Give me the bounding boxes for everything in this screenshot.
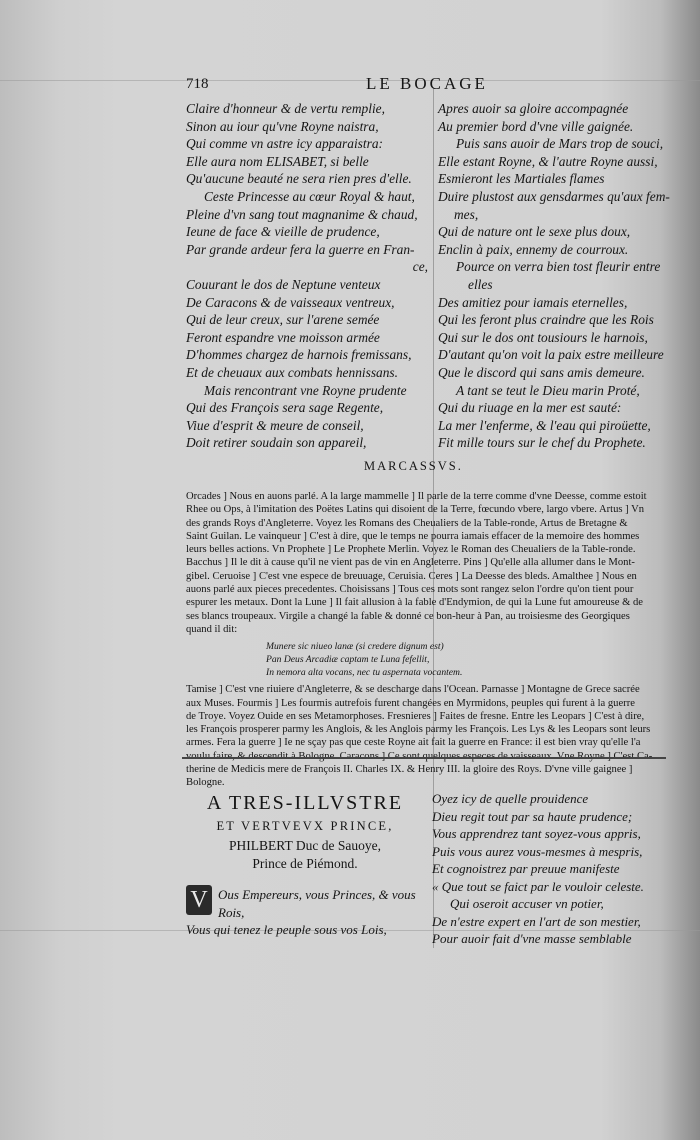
verse-line: Oyez icy de quelle prouidence [432, 791, 589, 806]
commentary-line: quand il dit: [186, 623, 238, 635]
verse-line: Et de cheuaux aux combats hennissans. [186, 364, 398, 380]
verse-line: Vous qui tenez le peuple sous vos Lois, [186, 922, 387, 937]
verse-line: ce, [412, 259, 428, 275]
commentary-line: auons parlé aux pieces precedentes. Choisissans ] Tous ces mots sont rangez selon l'ordre qu'on tient pour [186, 584, 634, 596]
dedication-line: ET VERTVEVX PRINCE, [216, 819, 394, 833]
dedication-line: Prince de Piémond. [252, 856, 358, 871]
commentary-line: Bacchus ] Il le dit à cause qu'il ne vient pas de vin en Angleterre. Pins ] Qu'elle alla allumer dans le Mont- [186, 557, 635, 569]
verse-line: Qu'aucune beauté ne sera rien pres d'elle. [186, 171, 412, 187]
commentary-line: de Troye. Voyez Ouide en ses Metamorphoses. Fresnieres ] Faites de fresne. Entre les Leopars ] C'est à dire, [186, 710, 645, 722]
verse-line: Qui de leur creux, sur l'arene semée [186, 312, 380, 328]
verse-line: Doit retirer soudain son appareil, [186, 435, 367, 451]
commentary-line: Orcades ] Nous en auons parlé. A la large mammelle ] Il parle de la terre comme d'vne Deesse, comme estoit [186, 491, 647, 502]
verse-line: Qui comme vn astre icy apparaistra: [186, 136, 383, 152]
commentary-line: des grands Roys d'Angleterre. Voyez les Romans des Cheualiers de la Table-ronde, Artus de Bretagne & [186, 517, 628, 529]
verse-line: Par grande ardeur fera la guerre en Fran- [186, 241, 415, 257]
latin-quote-line: Munere sic niueo lanæ (si credere dignum est) [266, 641, 444, 653]
verse-line: Qui oseroit accuser vn potier, [450, 896, 604, 911]
dedication-poem-right [432, 790, 668, 948]
dedication-poem-left [186, 886, 426, 939]
commentary-line: aux Muses. Fourmis ] Les fourmis autrefois furent changées en Myrmidons, peuples qui furent à la guerre [186, 697, 635, 709]
commentary-line: Tamise ] C'est vne riuiere d'Angleterre, & se descharge dans l'Ocean. Parnasse ] Montagne de Grece sacrée [186, 684, 640, 696]
verse-line: Elle aura nom ELISABET, si belle [186, 153, 369, 169]
commentary-line: espurer les metaux. Dont la Lune ] Il fait allusion à la fable d'Endymion, de qui la Lune fut amoureuse & de [186, 597, 644, 609]
running-title: LE BOCAGE [366, 74, 488, 93]
page-number: 718 [186, 76, 209, 92]
verse-line: Rois, [218, 904, 245, 920]
commentary-heading: MARCASSVS. [364, 459, 463, 473]
verse-line: « Que tout se faict par le vouloir celeste. [432, 878, 644, 894]
page-header [186, 76, 666, 96]
dedication-line: A TRES-ILLVSTRE [206, 792, 404, 814]
verse-line: Couurant le dos de Neptune venteux [186, 276, 381, 292]
commentary-line: ses blancs troupeaux. Virgile a changé la fable & donné ce bon-heur à Pan, au troisiesme des Georgiques [186, 610, 630, 622]
verse-line: Mais rencontrant vne Royne prudente [204, 382, 407, 398]
verse-line: Pource on verra bien tost fleurir entre [456, 259, 661, 275]
commentary-block [186, 490, 668, 790]
verse-line: A tant se teut le Dieu marin Proté, [456, 382, 640, 398]
verse-line: Ous Empereurs, vous Princes, & vous [218, 887, 416, 902]
latin-quote-line: Pan Deus Arcadiæ captam te Luna fefellit, [266, 654, 430, 666]
commentary-line: Bologne. [186, 777, 225, 789]
verse-line: Ieune de face & vieille de prudence, [186, 224, 380, 240]
verse-line: Vous apprendrez tant soyez-vous appris, [432, 826, 641, 841]
verse-line: mes, [454, 206, 479, 222]
verse-line: Qui sur le dos ont tousiours le harnois, [438, 329, 648, 345]
verse-line: Ceste Princesse au cœur Royal & haut, [204, 188, 415, 204]
verse-line: D'autant qu'on voit la paix estre meilleure [438, 347, 664, 363]
verse-line: Sinon au iour qu'vne Royne naistra, [186, 118, 379, 134]
verse-line: Elle estant Royne, & l'autre Royne aussi, [438, 153, 658, 169]
commentary-line: leurs belles actions. Vn Prophete ] Le Prophete Merlin. Voyez le Roman des Cheualiers de la Table-ronde. [186, 544, 636, 556]
verse-line: Pleine d'vn sang tout magnanime & chaud, [186, 206, 418, 222]
verse-line: Puis vous aurez vous-mesmes à mespris, [432, 843, 643, 859]
verse-line: Viue d'esprit & meure de conseil, [186, 417, 364, 433]
latin-quote-line: In nemora alta vocans, nec tu aspernata vocantem. [266, 667, 463, 679]
verse-line: Au premier bord d'vne ville gaignée. [438, 118, 634, 134]
verse-line: elles [468, 276, 493, 292]
verse-line: D'hommes chargez de harnois fremissans, [186, 347, 412, 363]
verse-line: Enclin à paix, ennemy de courroux. [438, 241, 629, 257]
commentary-line: armes. Fera la guerre ] Ie ne sçay pas que ceste Royne ait fait la guerre en France: il est bien vray qu'elle l'a [186, 737, 641, 749]
verse-line: Apres auoir sa gloire accompagnée [438, 101, 629, 116]
poem-left-column [186, 100, 432, 452]
dedication-line: PHILBERT Duc de Sauoye, [229, 838, 381, 853]
commentary-line: therine de Medicis mere de François II. Charles IX. & Henry III. la gloire des Roys. D'vne ville gaignee ] [186, 764, 633, 776]
verse-line: La mer l'enferme, & l'eau qui piroüette, [438, 417, 651, 433]
verse-line: Pour auoir fait d'vne masse semblable [432, 931, 632, 946]
verse-line: Qui les feront plus craindre que les Rois [438, 312, 654, 328]
verse-line: De Caracons & de vaisseaux ventreux, [186, 294, 395, 310]
verse-line: Que le discord qui sans amis demeure. [438, 364, 645, 380]
verse-line: Et cognoistrez par preuue manifeste [432, 861, 620, 876]
section-divider [182, 757, 666, 759]
commentary-line: les François prosperer parmy les Anglois, & les Anglois parmy les François. Les Lys & les Leopars sont leurs [186, 724, 651, 736]
verse-line: Feront espandre vne moisson armée [186, 329, 380, 345]
verse-line: De n'estre expert en l'art de son mestier, [432, 913, 641, 929]
verse-line: Puis sans auoir de Mars trop de souci, [456, 136, 664, 152]
commentary-line: Saint Guilan. Le vainqueur ] C'est à dire, que le temps ne pourra iamais effacer de la memoire des hommes [186, 530, 640, 542]
commentary-line: Rhee ou Ops, à l'imitation des Poëtes Latins qui disoient de la Terre, fœcundo vbere, largo vbere. Artus ] Vn [186, 504, 645, 516]
verse-line: Qui du riuage en la mer est sauté: [438, 400, 622, 416]
poem-right-column [438, 100, 668, 452]
verse-line: Qui des François sera sage Regente, [186, 400, 384, 416]
verse-line: Claire d'honneur & de vertu remplie, [186, 101, 385, 116]
verse-line: Qui de nature ont le sexe plus doux, [438, 224, 631, 240]
dedication-title [185, 790, 425, 873]
verse-line: Duire plustost aux gensdarmes qu'aux fem- [438, 188, 670, 204]
verse-line: Esmieront les Martiales flames [438, 171, 605, 187]
commentary-line: gibel. Ceruoise ] C'est vne espece de breuuage, Ceruisia. Ceres ] La Deesse des bleds. Amalthee ] Nous en [186, 570, 637, 582]
ornamental-initial: V [186, 885, 212, 915]
verse-line: Des amitiez pour iamais eternelles, [438, 294, 628, 310]
verse-line: Fit mille tours sur le chef du Prophete. [438, 435, 646, 451]
verse-line: Dieu regit tout par sa haute prudence; [432, 808, 633, 824]
